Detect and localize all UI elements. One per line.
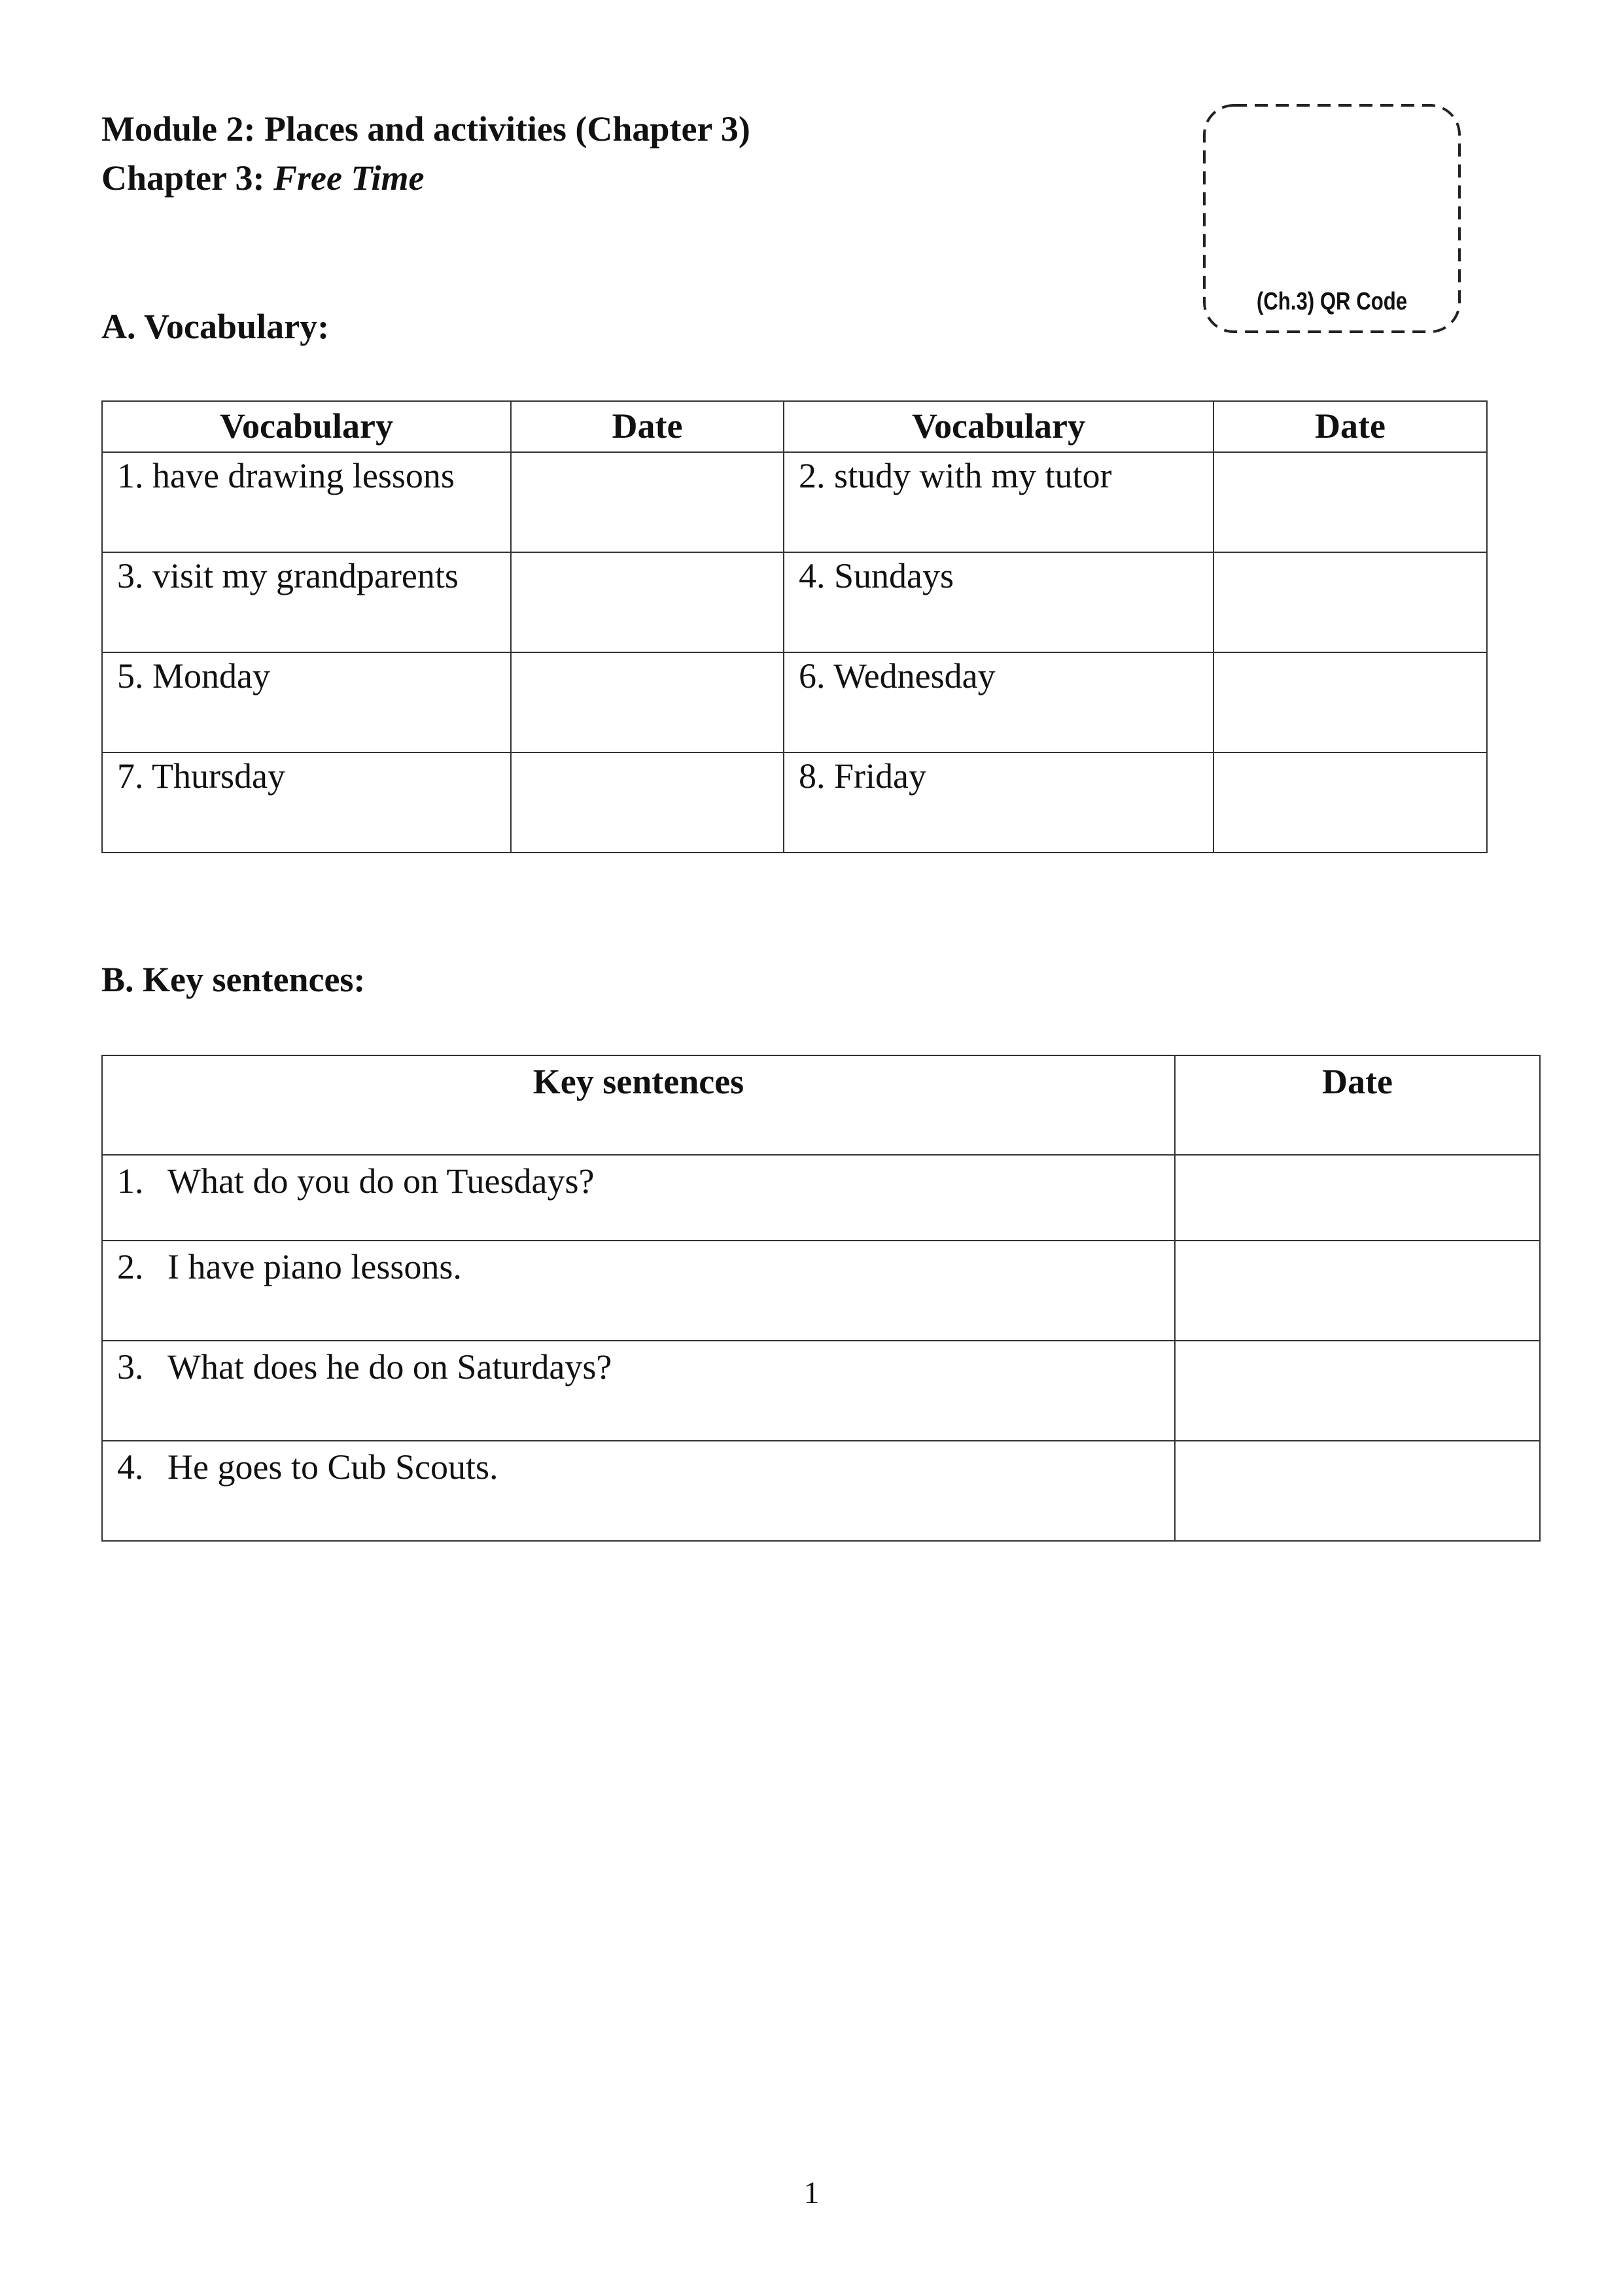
key-sentence: [102, 1241, 1175, 1341]
sentence-text: I have piano lessons.: [167, 1247, 462, 1286]
vocabulary-item: 8. Friday: [784, 752, 1213, 853]
date-cell[interactable]: [1175, 1441, 1540, 1541]
chapter-title: [101, 160, 424, 196]
date-cell[interactable]: [1175, 1341, 1540, 1441]
vocabulary-item: 3. visit my grandparents: [102, 552, 511, 652]
date-cell[interactable]: [511, 752, 784, 853]
vocabulary-item: 4. Sundays: [784, 552, 1213, 652]
sentence-number: 2.: [117, 1247, 144, 1286]
table-row: [102, 1241, 1540, 1341]
key-sentences-section-title: B. Key sentences:: [101, 960, 366, 999]
vocabulary-item: 1. have drawing lessons: [102, 452, 511, 552]
table-row: [102, 752, 1487, 853]
date-cell[interactable]: [1175, 1155, 1540, 1241]
table-row: [102, 1441, 1540, 1541]
key-sentence: [102, 1441, 1175, 1541]
date-cell[interactable]: [1213, 552, 1487, 652]
date-cell[interactable]: [1213, 752, 1487, 853]
vocabulary-item: 5. Monday: [102, 652, 511, 752]
vocabulary-item: 6. Wednesday: [784, 652, 1213, 752]
key-sentence: [102, 1341, 1175, 1441]
date-cell[interactable]: [1213, 652, 1487, 752]
date-cell[interactable]: [511, 652, 784, 752]
module-title: Module 2: Places and activities (Chapter 3): [101, 109, 750, 149]
date-cell[interactable]: [1213, 452, 1487, 552]
table-row: [102, 652, 1487, 752]
qr-code-label: (Ch.3) QR Code: [1256, 288, 1408, 315]
date-header: Date: [1175, 1055, 1540, 1155]
vocabulary-item: 2. study with my tutor: [784, 452, 1213, 552]
key-sentence: [102, 1155, 1175, 1241]
qr-label-wrap: [1202, 0, 1461, 315]
vocabulary-header: Vocabulary: [102, 401, 511, 452]
table-row: [102, 452, 1487, 552]
date-cell[interactable]: [1175, 1241, 1540, 1341]
sentence-number: 3.: [117, 1347, 144, 1386]
key-sentences-header: Key sentences: [102, 1055, 1175, 1155]
date-cell[interactable]: [511, 552, 784, 652]
table-row: [102, 1341, 1540, 1441]
key-sentences-table: [101, 1055, 1541, 1542]
vocabulary-item: 7. Thursday: [102, 752, 511, 853]
chapter-title-name: Free Time: [273, 158, 425, 198]
table-row: [102, 1155, 1540, 1241]
sentence-text: He goes to Cub Scouts.: [167, 1447, 498, 1487]
vocabulary-section-title: A. Vocabulary:: [101, 307, 330, 346]
date-cell[interactable]: [511, 452, 784, 552]
date-header: Date: [511, 401, 784, 452]
vocabulary-table: [101, 400, 1488, 853]
table-row: [102, 552, 1487, 652]
vocabulary-header: Vocabulary: [784, 401, 1213, 452]
page-number: 1: [803, 2176, 820, 2210]
key-sentences-header-row: [102, 1055, 1540, 1155]
sentence-number: 4.: [117, 1447, 144, 1487]
vocabulary-header-row: [102, 401, 1487, 452]
sentence-text: What does he do on Saturdays?: [167, 1347, 612, 1386]
sentence-text: What do you do on Tuesdays?: [167, 1161, 595, 1201]
sentence-number: 1.: [117, 1161, 144, 1201]
date-header: Date: [1213, 401, 1487, 452]
chapter-title-prefix: Chapter 3:: [101, 158, 273, 198]
